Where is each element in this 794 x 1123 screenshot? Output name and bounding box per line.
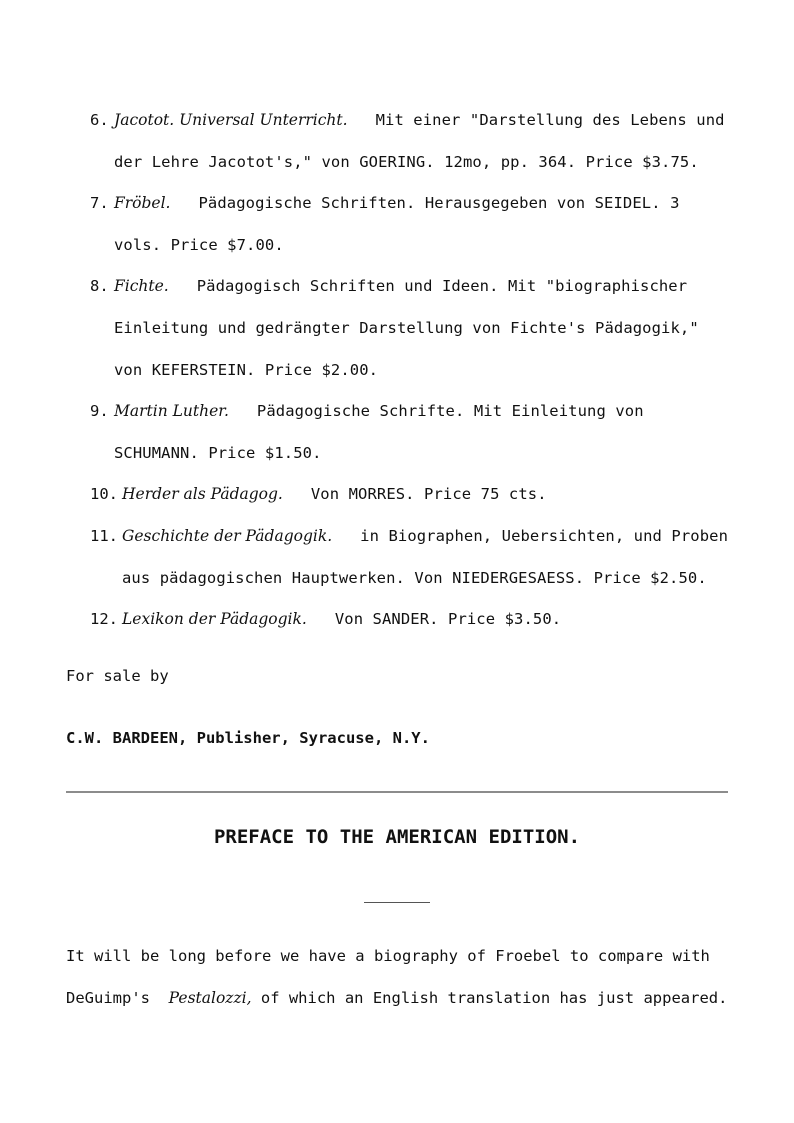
entry-description: Pädagogische Schrifte. Mit Einleitung von SCHUMANN. Price $1.50. — [114, 402, 644, 462]
heading-underline — [364, 902, 430, 903]
for-sale-label: For sale by — [66, 667, 169, 685]
entry-number: 8. — [90, 277, 109, 296]
paragraph-text-start: It will be long before we have a biography of Froebel to compare with DeGuimp's — [66, 947, 710, 1007]
list-item — [90, 100, 735, 183]
publisher-line: C.W. BARDEEN, Publisher, Syracuse, N.Y. — [66, 729, 430, 747]
list-item — [90, 516, 735, 599]
entry-title: Lexikon der Pädagogik. — [122, 610, 307, 629]
entry-number: 12. — [90, 610, 118, 629]
entry-description: Pädagogische Schriften. Herausgegeben von SEIDEL. 3 vols. Price $7.00. — [114, 194, 680, 254]
entry-number: 7. — [90, 194, 109, 213]
list-item — [90, 391, 735, 474]
body-paragraph — [66, 936, 734, 1019]
section-divider — [66, 791, 728, 793]
entry-description: Mit einer "Darstellung des Lebens und der Lehre Jacotot's," von GOERING. 12mo, pp. 364. Price $3.75. — [114, 111, 725, 171]
entry-number: 6. — [90, 111, 109, 129]
entry-description: Pädagogisch Schriften und Ideen. Mit "biographischer Einleitung und gedrängter Darstellung von Fichte's Pädagogik," von KEFERSTEIN. Price $2.00. — [114, 277, 699, 379]
list-item — [90, 474, 735, 516]
paragraph-italic-title: Pestalozzi, — [168, 988, 252, 1007]
entry-number: 11. — [90, 526, 118, 545]
entry-title: Martin Luther. — [114, 402, 229, 421]
list-item — [90, 599, 735, 641]
entry-number: 10. — [90, 485, 118, 504]
list-item — [90, 266, 735, 391]
entry-title: Fröbel. — [114, 194, 171, 213]
entry-description: Von SANDER. Price $3.50. — [334, 610, 562, 629]
book-list — [90, 100, 735, 641]
paragraph-text-end: of which an English translation has just appeared. — [260, 988, 728, 1007]
entry-description: Von MORRES. Price 75 cts. — [310, 485, 547, 504]
entry-description: in Biographen, Uebersichten, und Proben aus pädagogischen Hauptwerken. Von NIEDERGESAESS. Price $2.50. — [122, 526, 728, 587]
entry-title: Fichte. — [114, 277, 169, 296]
entry-number: 9. — [90, 402, 109, 421]
entry-title: Jacotot. Universal Unterricht. — [114, 111, 348, 129]
list-item — [90, 183, 735, 266]
entry-title: Geschichte der Pädagogik. — [122, 526, 333, 545]
entry-title: Herder als Pädagog. — [122, 485, 283, 504]
section-heading: PREFACE TO THE AMERICAN EDITION. — [213, 826, 581, 848]
